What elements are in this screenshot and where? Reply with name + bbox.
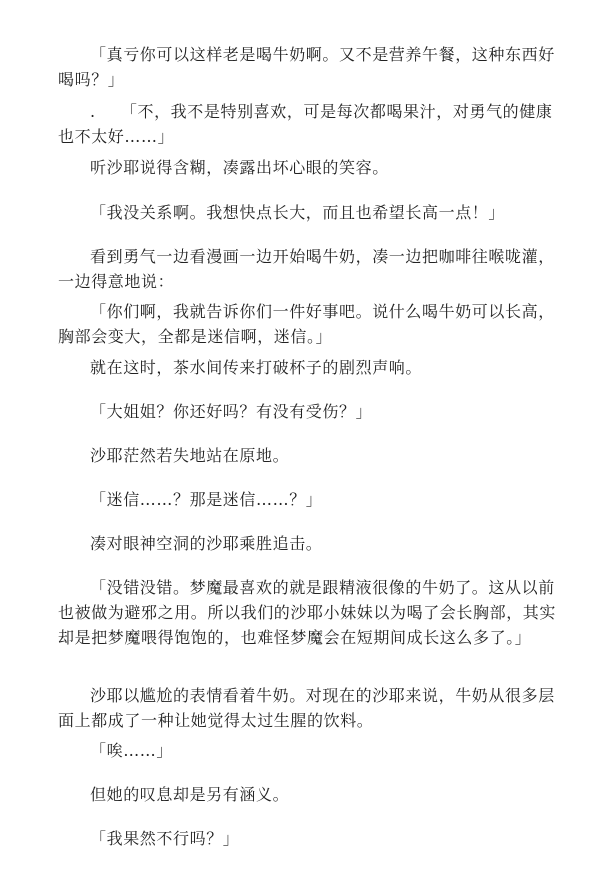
paragraph-14: 「唉……」	[90, 741, 174, 760]
paragraph-4: 「我没关系啊。我想快点长大，而且也希望长高一点！」	[90, 203, 506, 222]
paragraph-13: 沙耶以尴尬的表情看着牛奶。对现在的沙耶来说，牛奶从很多层面上都成了一种让她觉得太过生腥的饮料。	[58, 686, 555, 730]
paragraph-8: 「大姐姐？你还好吗？有没有受伤？」	[90, 402, 373, 421]
paragraph-9: 沙耶茫然若失地站在原地。	[90, 446, 290, 465]
paragraph-12: 「没错没错。梦魔最喜欢的就是跟精液很像的牛奶了。这从以前也被做为避邪之用。所以我们的沙耶小妹妹以为喝了会长胸部，其实却是把梦魔喂得饱饱的，也难怪梦魔会在短期间成长这么多了。」	[58, 578, 557, 647]
paragraph-10: 「迷信……？那是迷信……？」	[90, 490, 323, 509]
paragraph-16: 「我果然不行吗？」	[90, 829, 240, 848]
paragraph-15: 但她的叹息却是另有涵义。	[90, 785, 290, 804]
paragraph-1: 「真亏你可以这样老是喝牛奶啊。又不是营养午餐，这种东西好喝吗？」	[58, 45, 555, 89]
paragraph-5: 看到勇气一边看漫画一边开始喝牛奶，凑一边把咖啡往喉咙灌，一边得意地说：	[58, 247, 555, 291]
paragraph-3: 听沙耶说得含糊，凑露出坏心眼的笑容。	[90, 158, 389, 177]
paragraph-6: 「你们啊，我就告诉你们一件好事吧。说什么喝牛奶可以长高，胸部会变大，全都是迷信啊，迷信。」	[58, 302, 555, 346]
paragraph-7: 就在这时，茶水间传来打破杯子的剧烈声响。	[90, 358, 423, 377]
paragraph-11: 凑对眼神空洞的沙耶乘胜追击。	[90, 534, 323, 553]
paragraph-2: . 「不，我不是特别喜欢，可是每次都喝果汁，对勇气的健康也不太好……」	[58, 102, 553, 146]
